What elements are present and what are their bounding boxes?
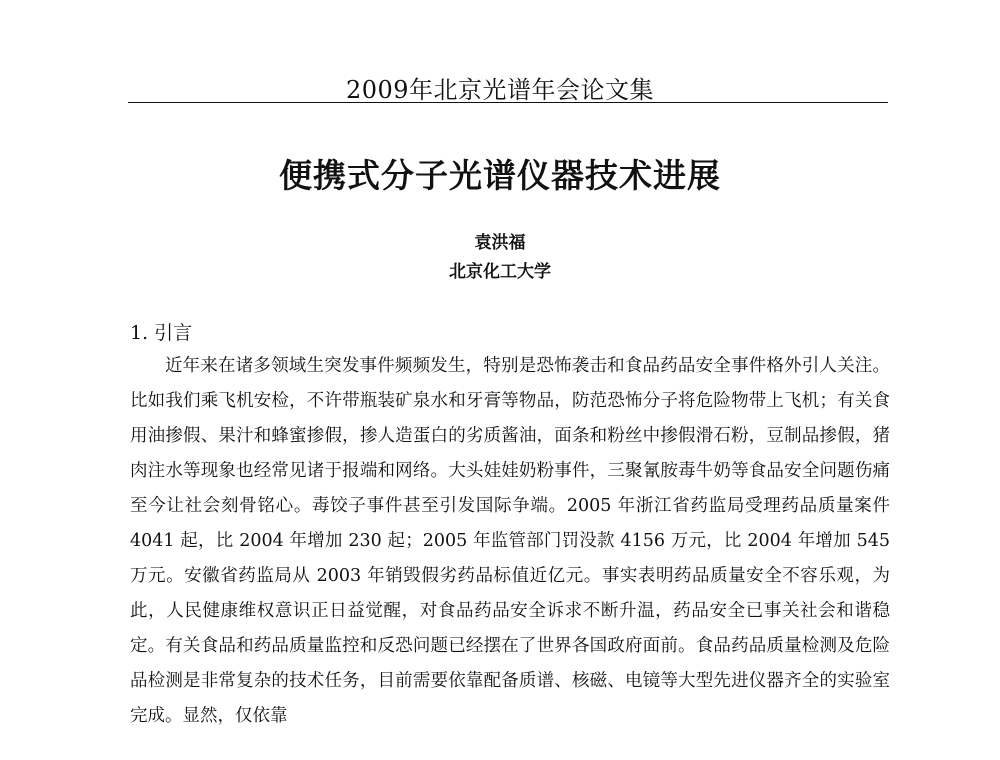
running-head-rule	[128, 102, 888, 103]
author-name: 袁洪福	[474, 233, 526, 253]
body-paragraph: 近年来在诸多领域生突发事件频频发生，特别是恐怖袭击和食品药品安全事件格外引人关注。比如我们乘飞机安检，不许带瓶装矿泉水和牙膏等物品，防范恐怖分子将危险物带上飞机；有关食用油掺假、果汁和蜂蜜掺假，掺人造蛋白的劣质酱油，面条和粉丝中掺假滑石粉，豆制品掺假，猪肉注水等现象也经常见诸于报端和网络。大头娃娃奶粉事件，三聚氰胺毒牛奶等食品安全问题伤痛至今让社会刻骨铭心。毒饺子事件甚至引发国际争端。2005 年浙江省药监局受理药品质量案件 4041 起，比 2004 年增加 230 起；2005 年监管部门罚没款 4156 万元，比 2004 年增加 545 万元。安徽省药监局从 2003 年销毁假劣药品标值近亿元。事实表明药品质量安全不容乐观，为此，人民健康维权意识正日益觉醒，对食品药品安全诉求不断升温，药品安全已事关社会和谐稳定。有关食品和药品质量监控和反恐问题已经摆在了世界各国政府面前。食品药品质量检测及危险品检测是非常复杂的技术任务，目前需要依靠配备质谱、核磁、电镜等大型先进仪器齐全的实验室完成。显然，仅依靠	[130, 356, 890, 726]
running-head: 2009年北京光谱年会论文集	[345, 76, 655, 104]
section-heading-introduction: 1. 引言	[130, 322, 193, 344]
author-affiliation: 北京化工大学	[449, 262, 551, 282]
paper-title: 便携式分子光谱仪器技术进展	[279, 156, 721, 195]
